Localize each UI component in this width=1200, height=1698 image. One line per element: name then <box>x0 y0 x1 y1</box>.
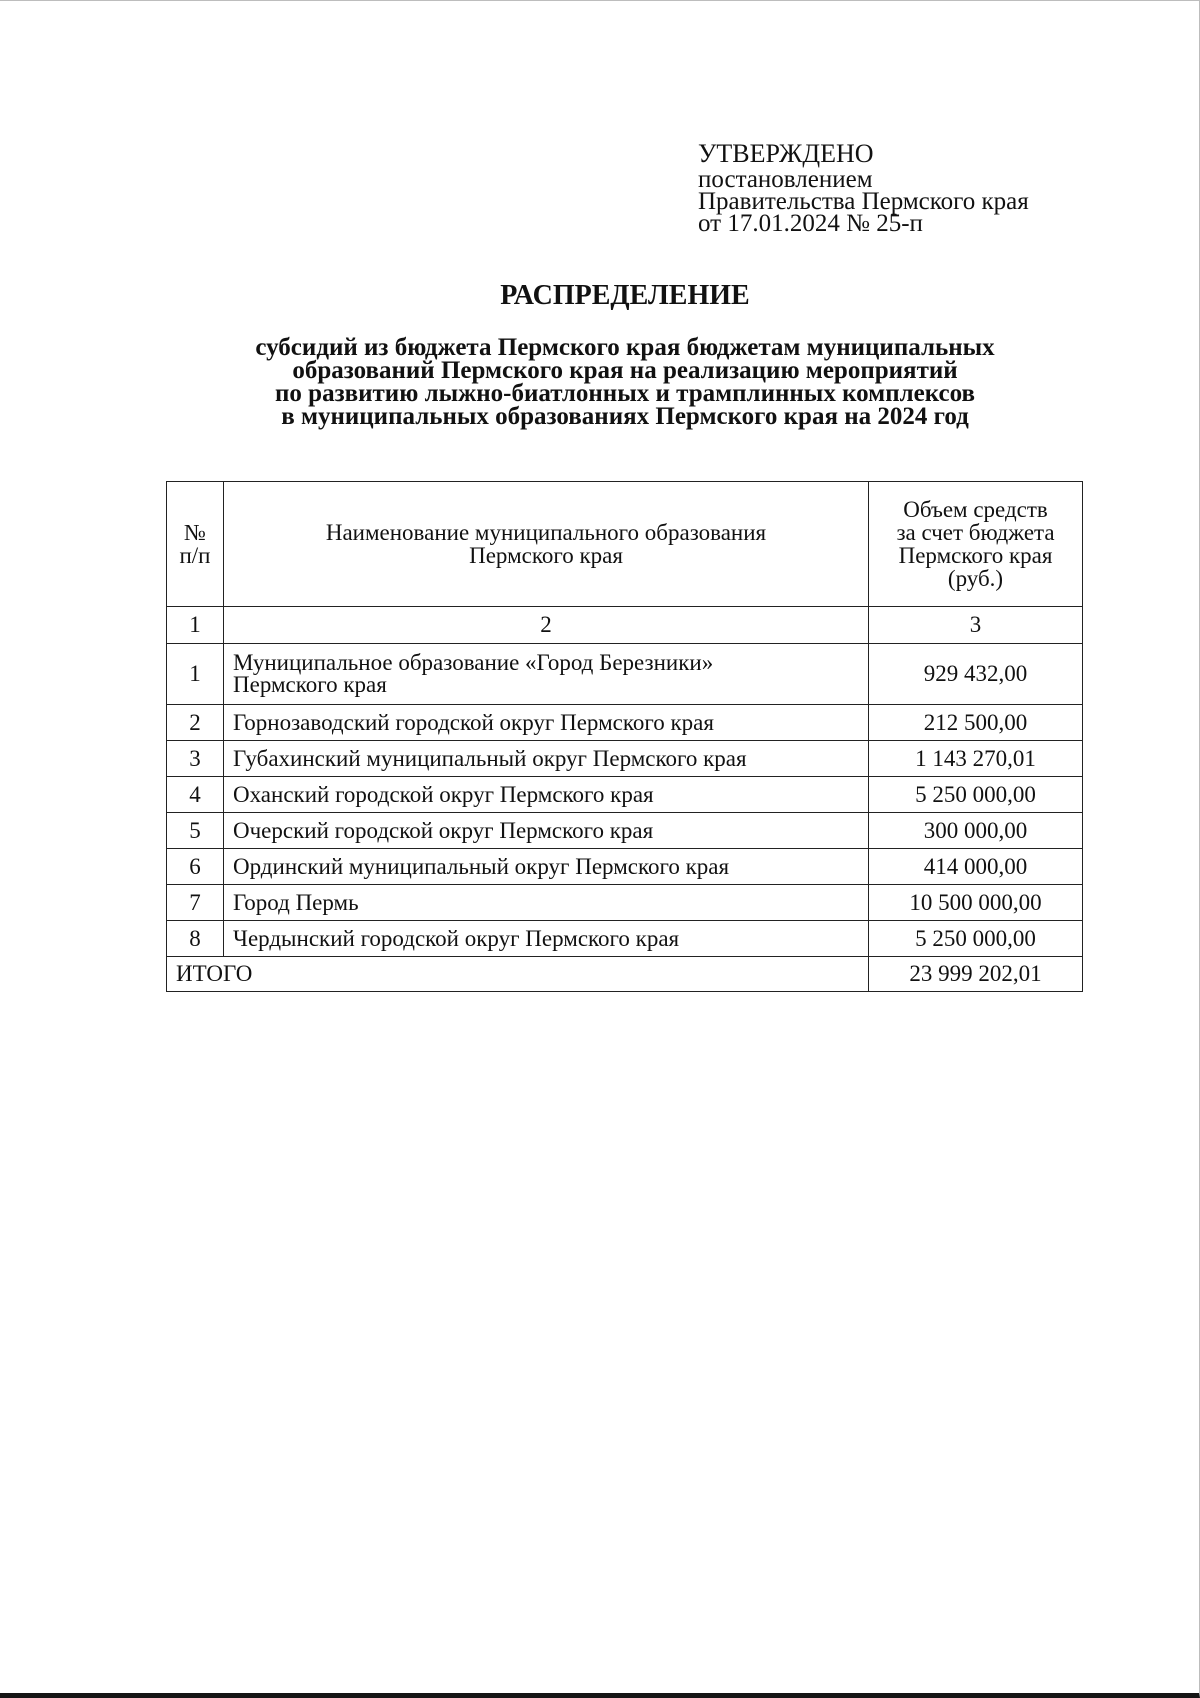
document-heading <box>150 280 1100 428</box>
total-sum: 23 999 202,01 <box>869 957 1083 992</box>
table-row <box>167 885 1083 921</box>
row-sum: 1 143 270,01 <box>869 741 1083 777</box>
table-row <box>167 705 1083 741</box>
approval-line-2: Правительства Пермского края <box>698 188 1029 215</box>
header-sum: Объем средств за счет бюджета Пермского края (руб.) <box>869 482 1083 607</box>
row-sum: 929 432,00 <box>869 644 1083 705</box>
row-num: 4 <box>167 777 224 813</box>
row-sum: 5 250 000,00 <box>869 777 1083 813</box>
row-sum: 10 500 000,00 <box>869 885 1083 921</box>
approval-line-1: постановлением <box>698 166 873 193</box>
table-row <box>167 813 1083 849</box>
row-sum: 414 000,00 <box>869 849 1083 885</box>
row-name: Ординский муниципальный округ Пермского края <box>224 849 869 885</box>
subtitle-line: субсидий из бюджета Пермского края бюджетам муниципальных <box>255 334 995 361</box>
row-name: Губахинский муниципальный округ Пермского края <box>224 741 869 777</box>
table-row <box>167 849 1083 885</box>
row-num: 1 <box>167 644 224 705</box>
total-label: ИТОГО <box>167 957 869 992</box>
column-index: 1 <box>167 607 224 644</box>
table-row <box>167 644 1083 705</box>
row-name: Оханский городской округ Пермского края <box>224 777 869 813</box>
column-index-row <box>167 607 1083 644</box>
subtitle-line: в муниципальных образованиях Пермского края на 2024 год <box>281 403 969 430</box>
row-num: 5 <box>167 813 224 849</box>
approval-line-3: от 17.01.2024 № 25-п <box>698 210 923 237</box>
header-num: № п/п <box>167 482 224 607</box>
row-num: 6 <box>167 849 224 885</box>
document-subtitle <box>150 336 1100 428</box>
table-row <box>167 777 1083 813</box>
row-sum: 5 250 000,00 <box>869 921 1083 957</box>
row-name: Муниципальное образование «Город Березники» Пермского края <box>224 644 869 705</box>
row-name: Горнозаводский городской округ Пермского края <box>224 705 869 741</box>
subtitle-line: образований Пермского края на реализацию мероприятий <box>292 357 958 384</box>
total-row <box>167 957 1083 992</box>
row-sum: 300 000,00 <box>869 813 1083 849</box>
row-num: 3 <box>167 741 224 777</box>
approval-title: УТВЕРЖДЕНО <box>698 139 874 168</box>
row-name: Чердынский городской округ Пермского края <box>224 921 869 957</box>
row-num: 2 <box>167 705 224 741</box>
row-num: 7 <box>167 885 224 921</box>
distribution-table <box>166 481 1083 992</box>
table-row <box>167 741 1083 777</box>
approval-stamp <box>698 140 1118 235</box>
subtitle-line: по развитию лыжно-биатлонных и трамплинных комплексов <box>275 380 975 407</box>
row-name: Город Пермь <box>224 885 869 921</box>
column-index: 2 <box>224 607 869 644</box>
row-sum: 212 500,00 <box>869 705 1083 741</box>
document-title: РАСПРЕДЕЛЕНИЕ <box>500 280 750 311</box>
table-row <box>167 921 1083 957</box>
header-name: Наименование муниципального образования Пермского края <box>224 482 869 607</box>
column-index: 3 <box>869 607 1083 644</box>
row-name: Очерский городской округ Пермского края <box>224 813 869 849</box>
table-header-row <box>167 482 1083 607</box>
row-num: 8 <box>167 921 224 957</box>
